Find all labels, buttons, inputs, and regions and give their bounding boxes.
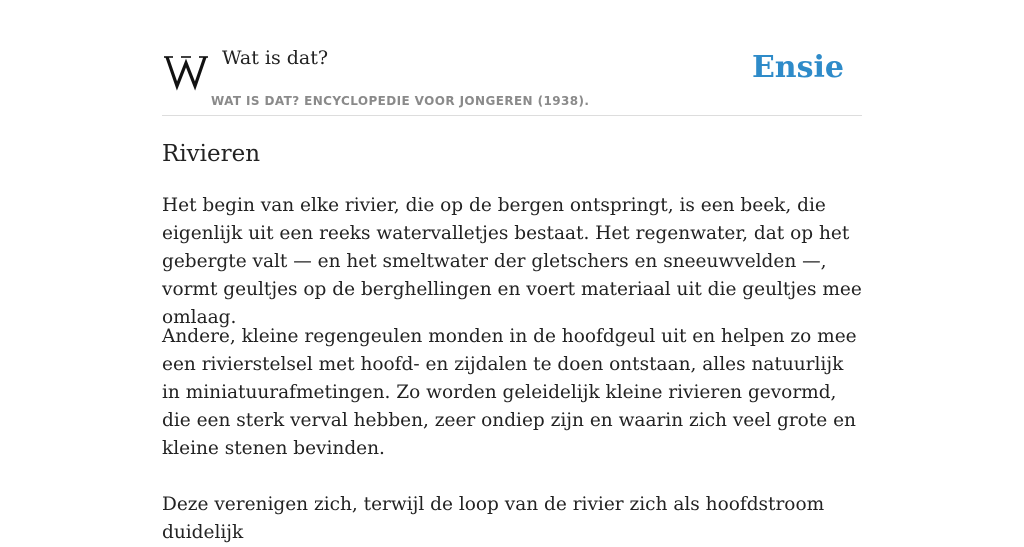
wikipedia-w-icon[interactable]: [164, 52, 208, 90]
article-paragraph: Het begin van elke rivier, die op de bergen ontspringt, is een beek, die eigenlijk uit een reeks watervalletjes bestaat. Het regenwater, dat op het gebergte valt — en het smeltwater der gletschers en sneeuwvelden —, vormt geultjes op de berghellingen en voert materiaal uit die geultjes mee omlaag.: [162, 195, 862, 328]
article-paragraph: Deze verenigen zich, terwijl de loop van de rivier zich als hoofdstroom duidelijk: [162, 494, 825, 543]
brand-logo[interactable]: Ensie: [751, 50, 844, 85]
site-title[interactable]: Wat is dat?: [222, 47, 329, 69]
site-header: [162, 0, 862, 116]
article-title: Rivieren: [162, 141, 261, 167]
source-subtitle: WAT IS DAT? ENCYCLOPEDIE VOOR JONGEREN (1938).: [211, 94, 590, 108]
page: [162, 0, 862, 543]
article-paragraph: Andere, kleine regengeulen monden in de hoofdgeul uit en helpen zo mee een rivierstelsel met hoofd- en zijdalen te doen ontstaan, alles natuurlijk in miniatuurafmetingen. Zo worden geleidelijk kleine rivieren gevormd, die een sterk verval hebben, zeer ondiep zijn en waarin zich veel grote en kleine stenen bevinden.: [162, 326, 857, 459]
